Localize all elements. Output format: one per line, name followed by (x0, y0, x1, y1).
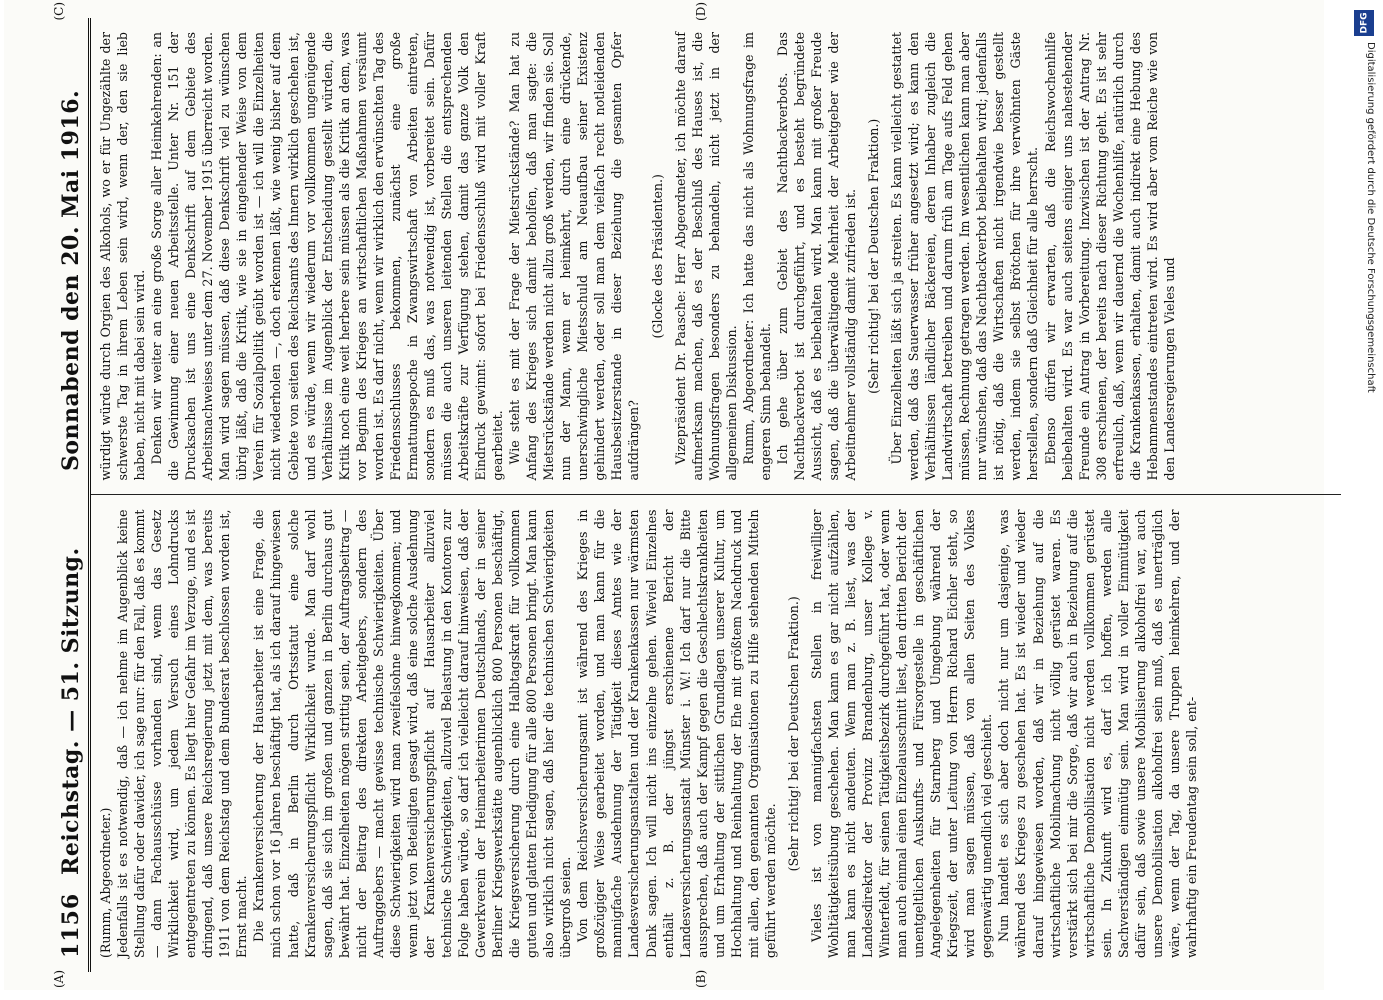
interjection: (Sehr richtig! bei der Deutschen Fraktion.) (866, 118, 882, 394)
paragraph: Nun handelt es sich aber doch nicht nur um dasjenige, was während des Krieges zu geschehen hat. Es ist wieder und wieder darauf hingewiesen worden, daß wir in Beziehung auf die wirtschaftliche Mobilmachung nicht völlig gerüstet waren. Es verstärkt sich bei mir die Sorge, daß wir auch in Beziehung auf die wirtschaftliche Demobilisation nicht werden vollkommen gerüstet sein. In Zukunft wird es, darf ich hoffen, werden alle Sachverständigen einmütig sein. Man wird in voller Einmütigkeit dafür sein, daß sowie unsere Mobilisierung alkoholfrei war, auch unsere Demobilisation alkoholfrei sein muß, daß es unerträglich wäre, wenn der Tag, da unsere Truppen heimkehren, und der wahrhaftig ein Freudentag sein soll, ent- (996, 509, 1199, 958)
interjection: (Sehr richtig! bei der Deutschen Fraktion.) (785, 596, 801, 872)
paragraph: Ich gehe über zum Gebiet des Nachtbackverbots. Das Nachtbackverbot ist durchgeführt, und es besteht begründete Aussicht, daß es beibehalten wird. Man kann mit großer Freude sagen, daß die überwältigende Mehrheit der Arbeitgeber wie der Arbeitnehmer vollständig damit zufrieden ist. (774, 32, 859, 481)
paragraph: Denken wir weiter an eine große Sorge aller Heimkehrenden: an die Gewinnung einer neuen Arbeitsstelle. Unter Nr. 151 der Drucksachen ist uns eine Denkschrift auf dem Gebiete des Arbeitsnachweises unter dem 27. November 1915 überreicht worden. Man wird sagen müssen, daß diese Denkschrift viel zu wünschen übrig läßt, daß die Kritik, wie sie in eingehender Weise von dem Verein für Sozialpolitik geübt worden ist — ich will die Einzelheiten nicht wiederholen —, doch erkennen läßt, wie wenig bisher auf dem Gebiete von seiten des Reichsamts des Innern wirklich geschehen ist, und es würde, wenn wir wiederum vor vollkommen ungenügende Verhältnisse im Augenblick der Entscheidung gestellt würden, die Kritik noch eine weit herbere sein müssen als die Kritik an dem, was vor Beginn des Krieges an wirtschaftlichen Maßnahmen versäumt worden ist. Es darf nicht, wenn wir wirklich den erwünschten Tag des Friedensschlusses bekommen, zunächst eine große Ermattungsepoche in Zwangswirtschaft von Arbeiten eintreten, sondern es muß das, was notwendig ist, vorbereitet sein. Dafür müssen die auch unseren leitenden Stellen die entsprechenden Arbeitskräfte zur Verfügung stehen, damit das ganze Volk den Eindruck gewinnt: sofort bei Friedensschluß wird mit voller Kraft gearbeitet. (149, 32, 506, 481)
paragraph: Ebenso dürfen wir erwarten, daß die Reichswochenhilfe beibehalten wird. Es war auch seitens einiger uns nahestehender Freunde ein Antrag in Vorbereitung. Inzwischen ist der Antrag Nr. 308 erschienen, der bereits nach dieser Richtung geht. Es ist sehr erfreulich, daß, wenn wir dauernd die Wochenhilfe, natürlich durch die Krankenkassen, erhalten, damit auch indirekt eine Hebung des Hebammenstandes eintreten wird. Es wird aber vom Reiche wie von den Landesregierungen Vieles und (1042, 32, 1177, 481)
paragraph: Die Krankenversicherung der Hausarbeiter ist eine Frage, die mich schon vor 16 Jahren beschäftigt hat, als ich darauf hingewiesen hatte, daß in Berlin durch Ortsstatut eine solche Krankenversicherungspflicht Wirklichkeit wurde. Man darf wohl sagen, daß sie sich im großen und ganzen in Berlin durchaus gut bewährt hat. Einzelheiten mögen strittig sein, der Auftragsbeitrag — nicht der Beitrag des direkten Arbeitgebers, sondern des Auftraggebers — macht gewisse technische Schwierigkeiten. Über diese Schwierigkeiten wird man zweifelsohne hinwegkommen; und wenn jetzt von Beteiligten gesagt wird, daß eine solche Ausdehnung der Krankenversicherungspflicht auf Hausarbeiter allzuviel technische Schwierigkeiten, allzuviel Belastung in den Kontoren zur Folge haben würde, so darf ich vielleicht darauf hinweisen, daß der Gewerkverein der Heimarbeiterinnen Deutschlands, der in seiner Berliner Kriegswerkstätte augenblicklich 800 Personen beschäftigt, die Kriegsversicherung durch eine Halbtagskraft für vollkommen guten und glatten Erledigung für alle 800 Personen bringt. Man kann also wirklich nicht sagen, daß hier die technischen Schwierigkeiten übergroß seien. (251, 509, 574, 958)
digitization-credit (1352, 10, 1376, 990)
page-number: 1156 (58, 892, 84, 958)
column-left (91, 496, 1341, 973)
margin-marker-b: (B) (694, 969, 708, 988)
rotated-page (4, 0, 1324, 990)
column-right (91, 18, 1341, 496)
margin-marker-d: (D) (694, 2, 708, 21)
paragraph: Rumm, Abgeordneter: Ich hatte das nicht als Wohnungsfrage im engeren Sinn behandelt. (740, 32, 773, 481)
paragraph: Jedenfalls ist es notwendig, daß — ich nehme im Augenblick keine Stellung dafür oder dawider, ich sage nur: für den Fall, daß es kommt — dann Fachausschüsse vorhanden sind, wenn das Gesetz Wirklichkeit wird, um jedem Versuch eines Lohndrucks entgegentreten zu können. Es liegt hier Gefahr im Verzuge, und es ist dringend, daß unsere Reichsregierung jetzt mit dem, was bereits 1911 von dem Reichstag und dem Bundesrat beschlossen worden ist, Ernst macht. (115, 509, 250, 958)
paragraph: Von dem Reichsversicherungsamt ist während des Krieges in großzügiger Weise gearbeitet worden, und man kann für die mannigfache Ausdehnung der Tätigkeit dieses Amtes wie der Landesversicherungsanstalten und der Krankenkassen nur wärmsten Dank sagen. Ich will nicht ins einzelne gehen. Wieviel Einzelnes enthält z. B. der jüngst erschienene Bericht der Landesversicherungsanstalt Münster i. W.! Ich darf nur die Bitte aussprechen, daß auch der Kampf gegen die Geschlechtskrankheiten und um Erhaltung der sittlichen Grundlagen unserer Kultur, um Hochhaltung und Reinhaltung der Ehe mit größtem Nachdruck und mit allen, den genannten Organisationen zu Hilfe stehenden Mitteln geführt werden möchte. (575, 509, 778, 958)
dfg-logo (1354, 10, 1374, 36)
paragraph: Über Einzelheiten läßt sich ja streiten. Es kann vielleicht gestattet werden, daß das Sauerwasser früher angesetzt wird; es kann den Verhältnissen ländlicher Bäckereien, deren Inhaber zugleich die Landwirtschaft betreiben und darum früh am Tage aufs Feld gehen müssen, Rechnung getragen werden. Im wesentlichen kann man aber nur wünschen, daß das Nachtbackverbot beibehalten wird; jedenfalls ist nötig, daß die Wirtschaften nicht irgendwie besser gestellt werden, indem sie selbst Brötchen für ihre verwöhnten Gäste herstellen, sondern daß Gleichheit für alle herrscht. (889, 32, 1041, 481)
paragraph: Vieles ist von mannigfachsten Stellen in freiwilliger Wohltätigkeitsübung geschehen. Man kann es gar nicht aufzählen, man kann es nicht andeuten. Wenn man z. B. liest, was der Landesdirektor der Provinz Brandenburg, unser Kollege v. Winterfeldt, für seinen Tätigkeitsbezirk durchgeführt hat, oder wenn man auch einmal einen Einzelausschnitt liest, den dritten Bericht der unentgeltlichen Auskunfts- und Fürsorgestelle in geschäftlichen Angelegenheiten für Starnberg und Umgebung während der Kriegszeit, der unter Leitung von Herrn Richard Eichler steht, so wird man sagen müssen, daß von allen Seiten des Volkes gegenwärtig unendlich viel geschieht. (808, 509, 995, 958)
running-title-left: Reichstag. — 51. Sitzung. (58, 547, 84, 875)
text-columns (91, 18, 1341, 972)
paragraph: (Rumm, Abgeordneter.) (98, 807, 113, 958)
paragraph: Wie steht es mit der Frage der Mietsrückstände? Man hat zu Anfang des Krieges sich damit beholfen, daß man sagte: die Mietsrückstände werden nicht allzu groß werden, wir finden sie. Soll nun der Mann, wenn er heimkehrt, durch eine drückende, unerschwingliche Mietsschuld am Neuaufbau seiner Existenz gehindert werden, oder soll man dem vielfach recht notleidenden Hausbesitzerstande in dieser Beziehung die gesamten Opfer aufdrängen? (507, 32, 642, 481)
margin-marker-c: (C) (52, 2, 66, 21)
paragraph: Vizepräsident Dr. Paasche: Herr Abgeordneter, ich möchte darauf aufmerksam machen, daß es der Beschluß des Hauses ist, die Wohnungsfragen besonders zu behandeln, nicht jetzt in der allgemeinen Diskussion. (672, 32, 739, 481)
paragraph: würdigt würde durch Orgien des Alkohols, wo er für Ungezählte der schwerste Tag in ihrem Leben sein wird, wenn der, den sie lieb haben, nicht mit dabei sein wird. (98, 32, 148, 481)
dfg-logo-text: DFG (1359, 12, 1370, 34)
credit-text: Digitalisierung gefördert durch die Deutsche Forschungsgemeinschaft (1365, 42, 1376, 393)
running-title (58, 90, 84, 875)
page-header (44, 18, 91, 972)
margin-marker-a: (A) (52, 969, 66, 988)
running-title-right: Sonnabend den 20. Mai 1916. (58, 89, 84, 472)
interjection: (Glocke des Präsidenten.) (649, 174, 665, 339)
